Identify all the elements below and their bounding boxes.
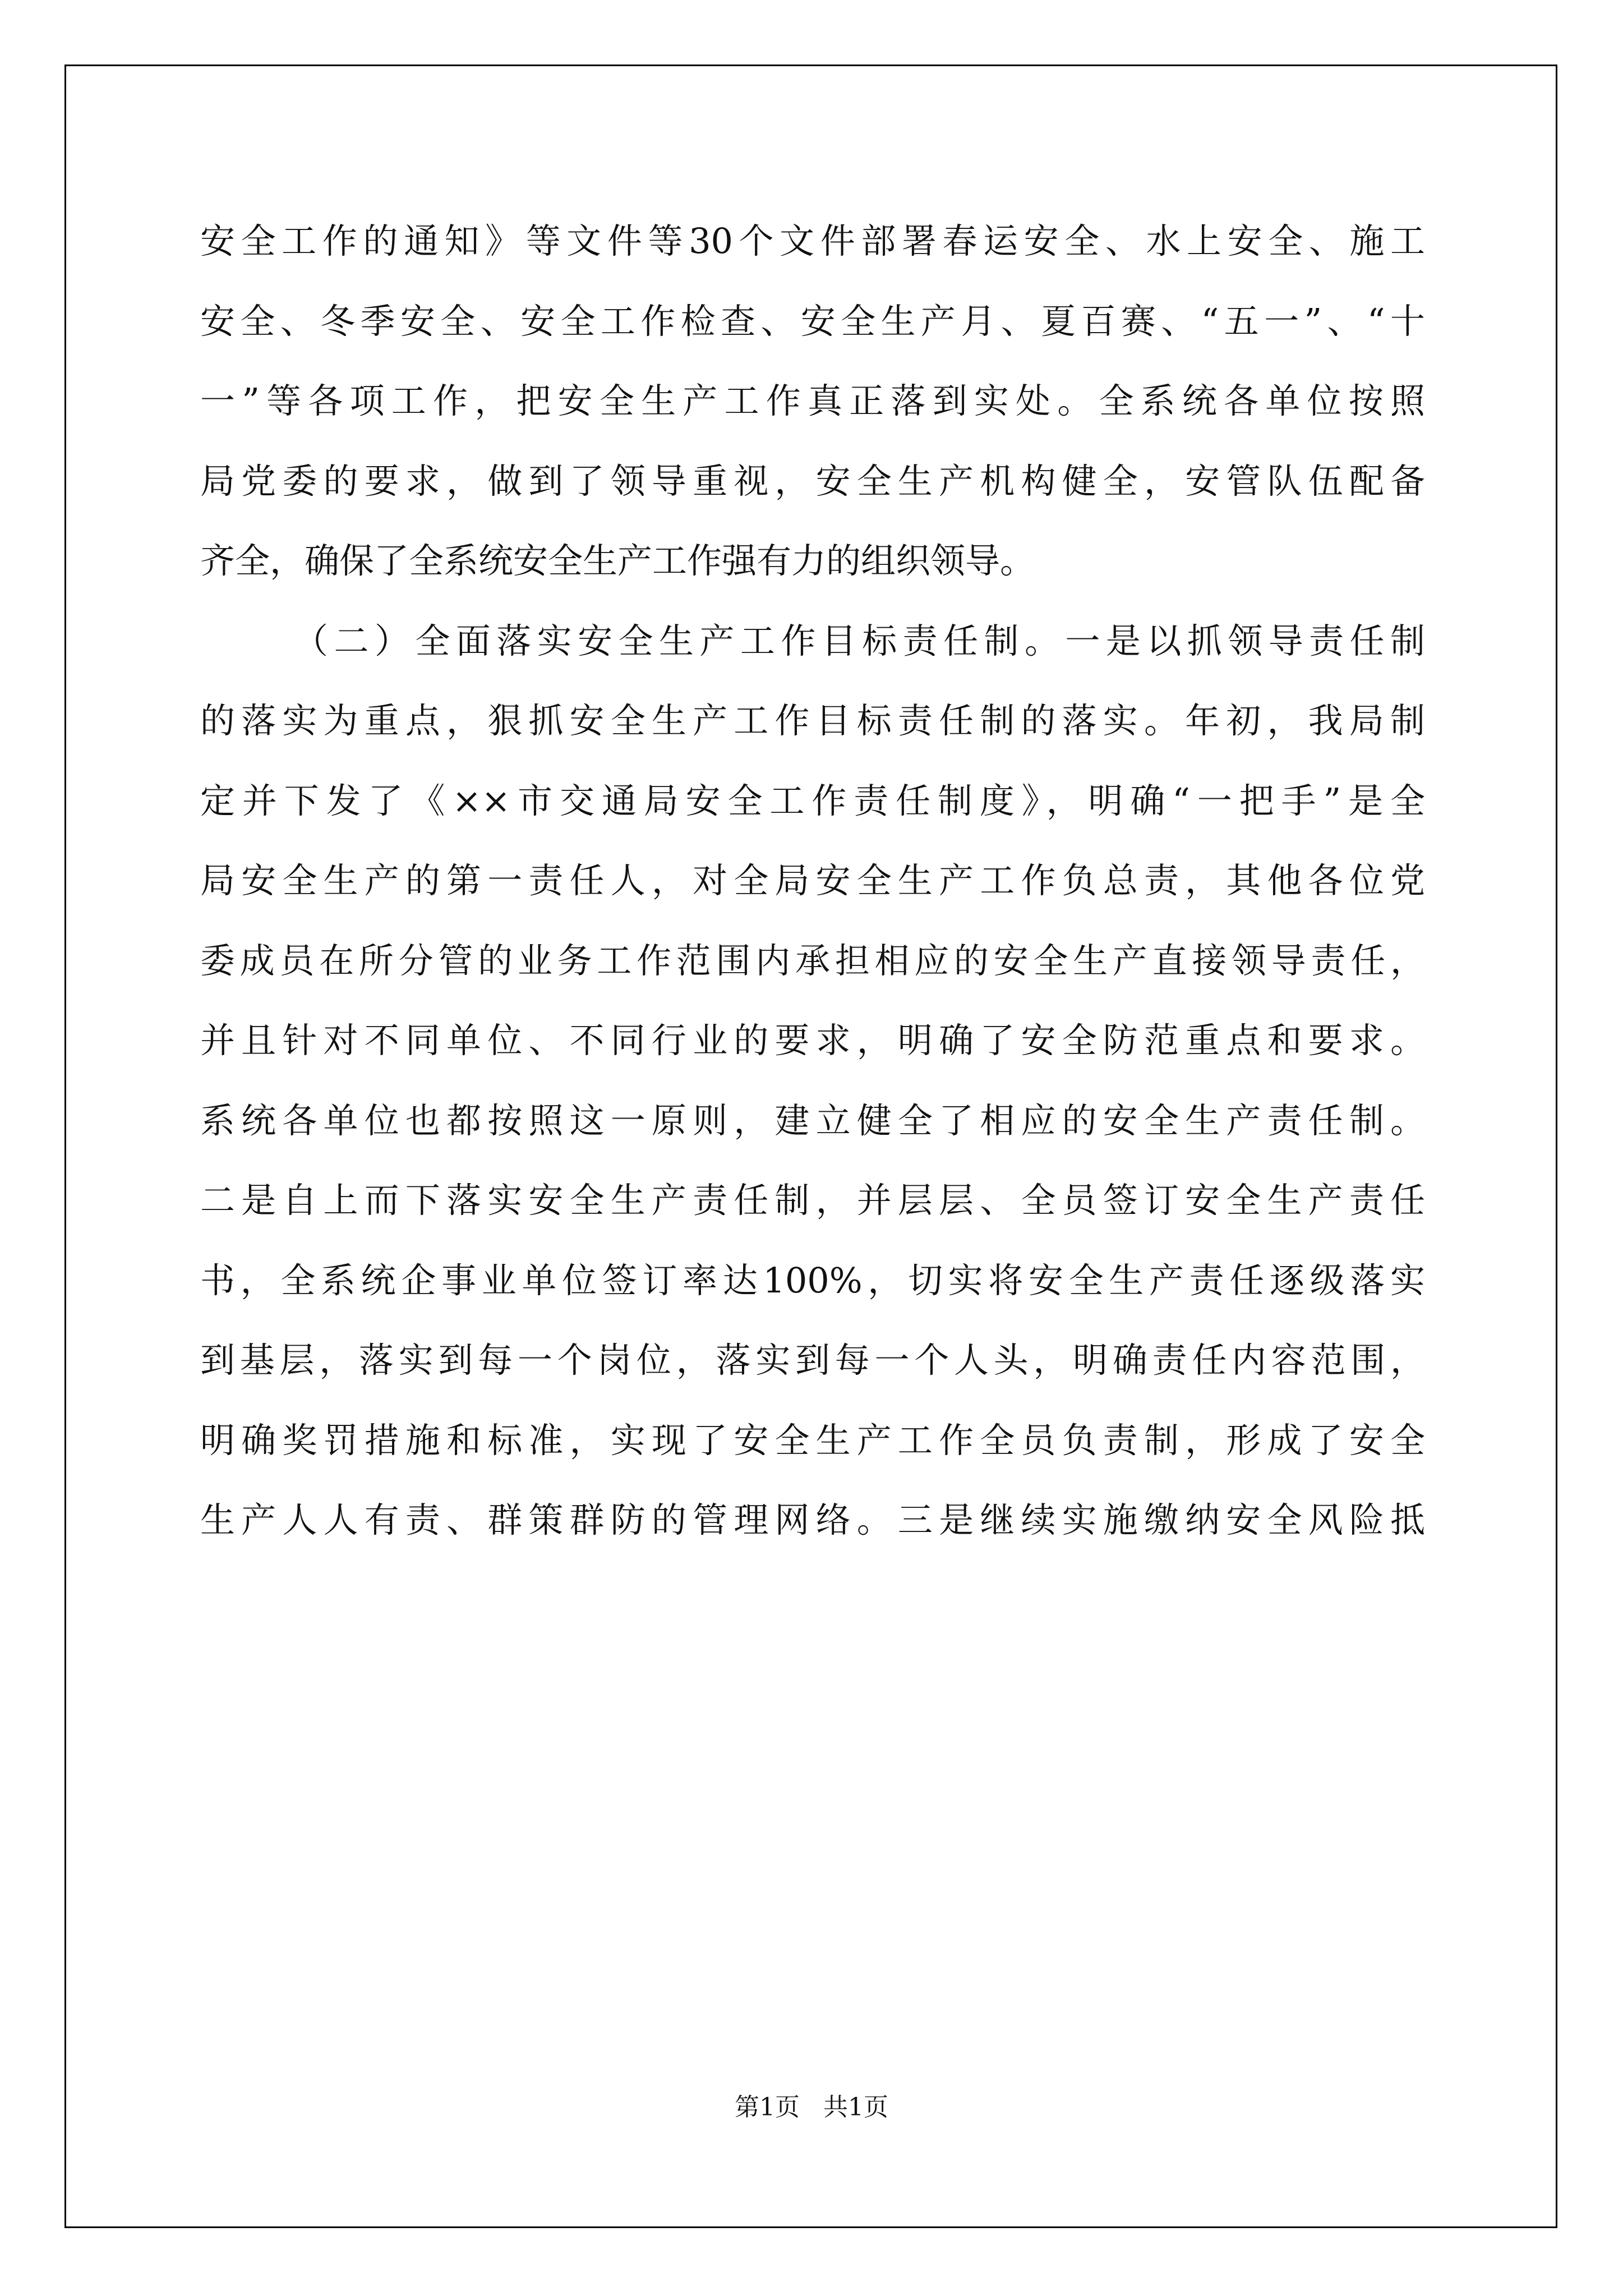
page-footer [0, 2091, 1623, 2124]
text-line: 齐全，确保了全系统安全生产工作强有力的组织领导。 [200, 540, 1035, 581]
text-line: 二是自上而下落实安全生产责任制，并层层、全员签订安全生产责任 [200, 1180, 1425, 1221]
text-line: 明确奖罚措施和标准，实现了安全生产工作全员负责制，形成了安全 [200, 1419, 1425, 1461]
text-line: 生产人人有责、群策群防的管理网络。三是继续实施缴纳安全风险抵 [200, 1499, 1425, 1540]
text-line: 一”等各项工作，把安全生产工作真正落到实处。全系统各单位按照 [200, 380, 1425, 421]
text-line: 并且针对不同单位、不同行业的要求，明确了安全防范重点和要求。 [200, 1020, 1425, 1061]
text-line: 到基层，落实到每一个岗位，落实到每一个人头，明确责任内容范围， [200, 1340, 1425, 1381]
section-heading-line: （二）全面落实安全生产工作目标责任制。一是以抓领导责任制 [293, 620, 1425, 661]
text-line: 安全、冬季安全、安全工作检查、安全生产月、夏百赛、“五一”、“十 [200, 300, 1425, 342]
document-body [200, 214, 1425, 1573]
text-line: 系统各单位也都按照这一原则，建立健全了相应的安全生产责任制。 [200, 1099, 1425, 1141]
text-line: 局党委的要求，做到了领导重视，安全生产机构健全，安管队伍配备 [200, 460, 1425, 501]
text-line: 安全工作的通知》等文件等30个文件部署春运安全、水上安全、施工 [200, 220, 1425, 261]
page-number-current: 第1页 [735, 2093, 800, 2122]
text-line: 局安全生产的第一责任人，对全局安全生产工作负总责，其他各位党 [200, 860, 1425, 901]
text-line: 定并下发了《××市交通局安全工作责任制度》，明确“一把手”是全 [200, 780, 1425, 821]
text-line: 书，全系统企事业单位签订率达100%，切实将安全生产责任逐级落实 [200, 1259, 1425, 1301]
text-line: 委成员在所分管的业务工作范围内承担相应的安全生产直接领导责任， [200, 940, 1425, 981]
page-number-total: 共1页 [823, 2093, 888, 2122]
text-line: 的落实为重点，狠抓安全生产工作目标责任制的落实。年初，我局制 [200, 700, 1425, 741]
